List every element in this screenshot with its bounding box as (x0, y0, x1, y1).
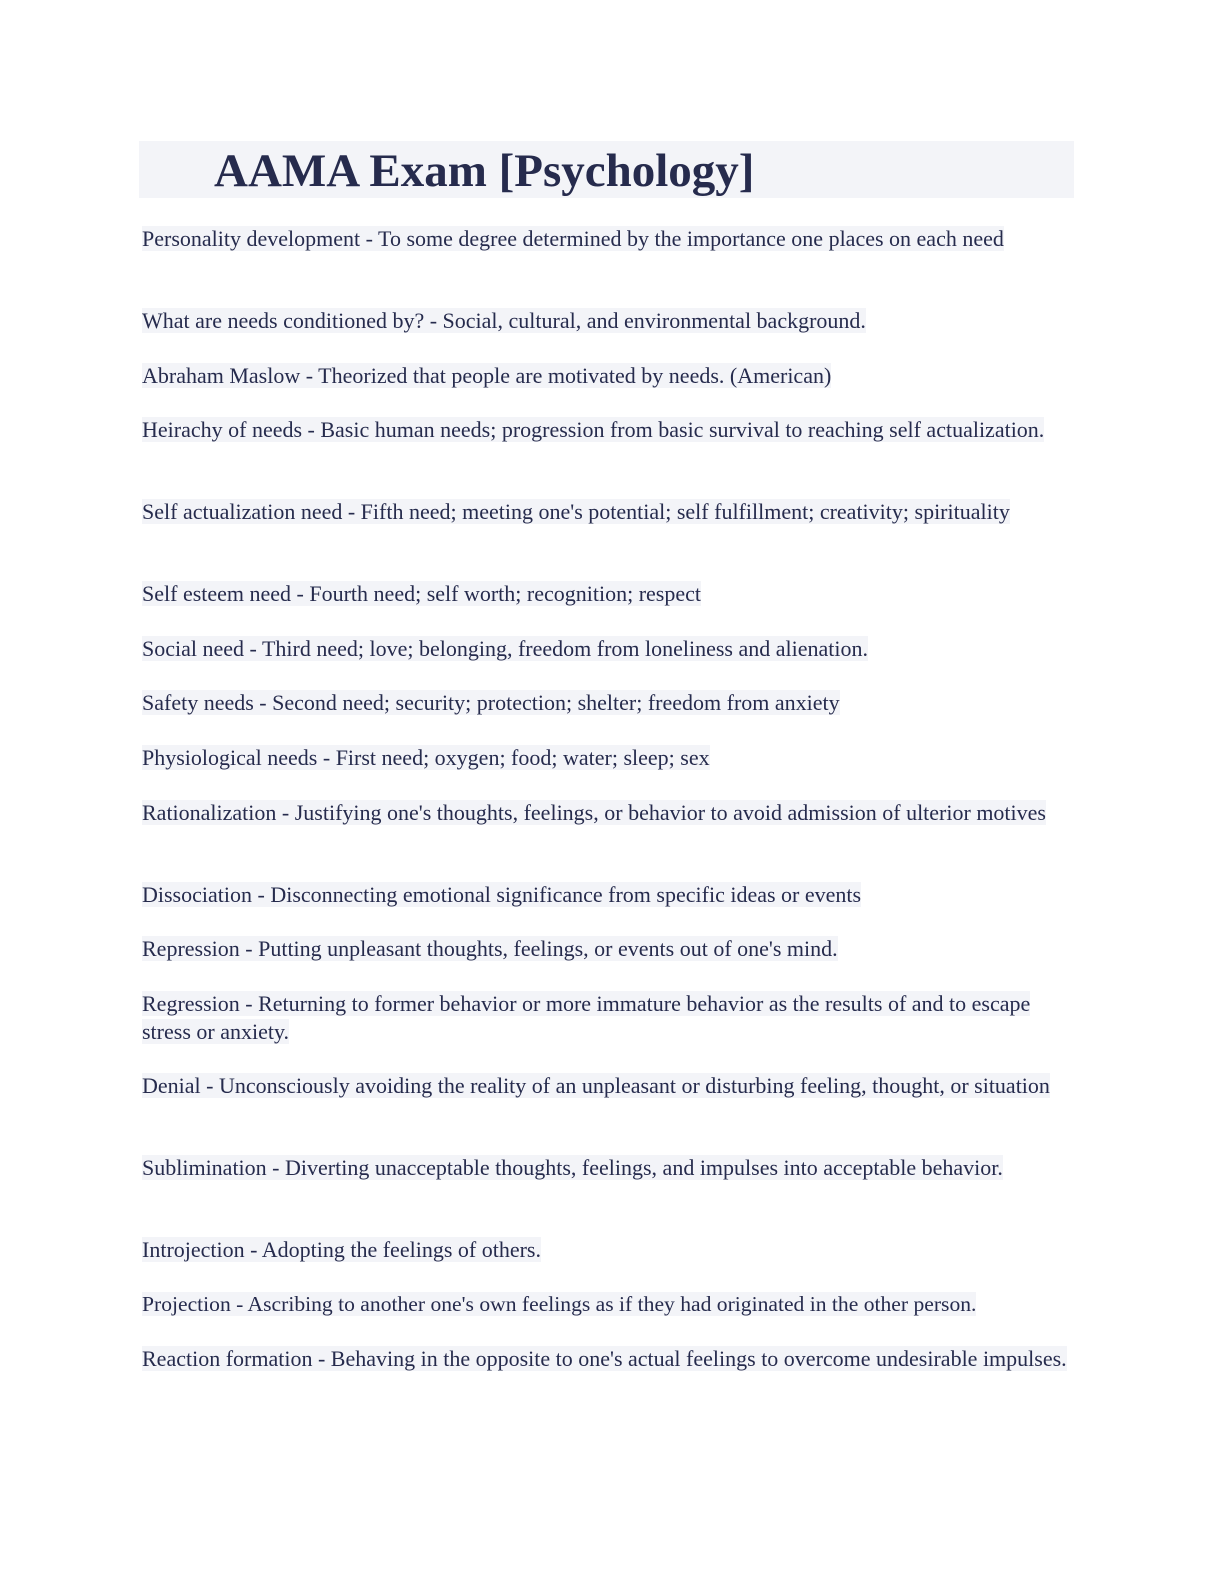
entry-text: Abraham Maslow - Theorized that people are motivated by needs. (American) (142, 363, 832, 388)
flashcard-entry (142, 635, 1072, 663)
flashcard-entry (142, 225, 1072, 253)
flashcard-entry (142, 1236, 1072, 1264)
entry-text: Repression - Putting unpleasant thoughts, feelings, or events out of one's mind. (142, 936, 838, 961)
entry-text: Dissociation - Disconnecting emotional significance from specific ideas or events (142, 882, 862, 907)
entry-text: Physiological needs - First need; oxygen; food; water; sleep; sex (142, 745, 710, 770)
flashcard-entry (142, 744, 1072, 772)
flashcard-entry (142, 1072, 1072, 1100)
title-banner (139, 141, 1074, 198)
flashcard-entry (142, 362, 1072, 390)
flashcard-entry (142, 416, 1072, 444)
flashcard-entry (142, 799, 1072, 827)
page-title: AAMA Exam [Psychology] (214, 145, 755, 197)
flashcard-entry (142, 689, 1072, 717)
entry-text: Reaction formation - Behaving in the opposite to one's actual feelings to overcome undesirable impulses. (142, 1346, 1067, 1371)
entry-text: Safety needs - Second need; security; protection; shelter; freedom from anxiety (142, 690, 840, 715)
entry-text: Sublimination - Diverting unacceptable thoughts, feelings, and impulses into acceptable behavior. (142, 1155, 1003, 1180)
flashcard-entry (142, 580, 1072, 608)
flashcard-entry (142, 990, 1072, 1045)
entry-text: Regression - Returning to former behavior or more immature behavior as the results of and to escape stress or anxiety. (142, 991, 1031, 1044)
entry-text: Projection - Ascribing to another one's own feelings as if they had originated in the other person. (142, 1292, 977, 1316)
entry-text: Denial - Unconsciously avoiding the reality of an unpleasant or disturbing feeling, thought, or situation (142, 1073, 1050, 1098)
flashcard-entry (142, 1154, 1072, 1182)
flashcard-entry (142, 307, 1072, 335)
entry-text: Rationalization - Justifying one's thoughts, feelings, or behavior to avoid admission of ulterior motives (142, 800, 1046, 825)
entry-text: Personality development - To some degree determined by the importance one places on each need (142, 226, 1004, 251)
flashcard-entry (142, 881, 1072, 909)
entry-text: Introjection - Adopting the feelings of others. (142, 1237, 541, 1262)
flashcard-entry (142, 935, 1072, 963)
entry-text: What are needs conditioned by? - Social, cultural, and environmental background. (142, 308, 866, 333)
flashcard-entry (142, 1345, 1072, 1373)
flashcard-entry (142, 498, 1072, 526)
entry-text: Social need - Third need; love; belonging, freedom from loneliness and alienation. (142, 636, 868, 661)
entry-text: Self esteem need - Fourth need; self worth; recognition; respect (142, 581, 701, 606)
entry-text: Heirachy of needs - Basic human needs; progression from basic survival to reaching self actualization. (142, 417, 1045, 442)
entry-text: Self actualization need - Fifth need; meeting one's potential; self fulfillment; creativity; spirituality (142, 499, 1010, 524)
flashcard-entry (142, 1291, 1072, 1319)
